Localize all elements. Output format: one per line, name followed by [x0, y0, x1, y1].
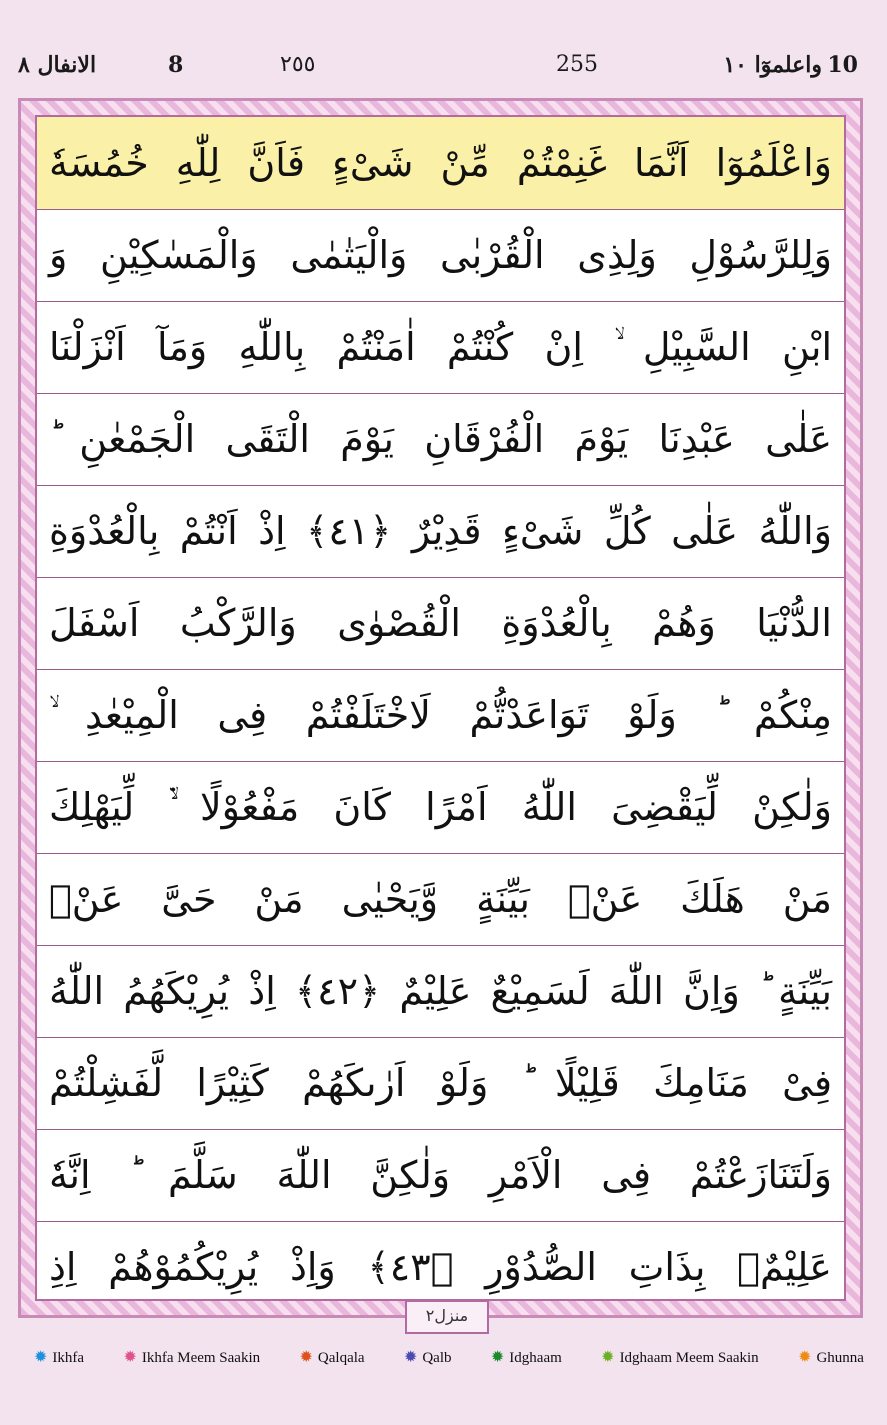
- legend-label: Qalb: [422, 1349, 452, 1366]
- legend-item-qalqala: [300, 1350, 365, 1367]
- star-icon: ✹: [601, 1349, 615, 1366]
- verse-line: وَاللّٰهُ عَلٰی كُلِّ شَیْءٍ قَدِیْرٌ ﴿٤١﴾ اِذْ اَنْتُمْ بِالْعُدْوَةِ: [37, 485, 844, 578]
- star-icon: ✹: [34, 1349, 48, 1366]
- juz-number: 10: [827, 52, 858, 78]
- legend-item-ikhfa-meem-saakin: [123, 1350, 260, 1367]
- legend-label: Qalqala: [317, 1349, 365, 1366]
- legend-item-ghunna: [798, 1350, 864, 1367]
- verse-line: بَیِّنَةٍ ؕ وَاِنَّ اللّٰهَ لَسَمِیْعٌ عَلِیْمٌ ﴿٤٢﴾ اِذْ یُرِیْكَهُمُ اللّٰهُ: [37, 945, 844, 1038]
- page-number-latin: 255: [556, 52, 598, 77]
- verse-line: ابْنِ السَّبِیْلِ ۙ اِنْ كُنْتُمْ اٰمَنْتُمْ بِاللّٰهِ وَمَآ اَنْزَلْنَا: [37, 301, 844, 394]
- surah-number: 8: [168, 52, 184, 78]
- page-header: [18, 52, 858, 88]
- star-icon: ✹: [490, 1349, 505, 1366]
- surah-label: الانفال ٨: [18, 52, 97, 78]
- legend-item-qalb: [404, 1350, 452, 1367]
- star-icon: ✹: [123, 1349, 137, 1366]
- text-area: [35, 115, 846, 1301]
- page-number-arabic: ٢٥٥: [280, 52, 316, 77]
- star-icon: ✹: [299, 1349, 313, 1366]
- verse-line: فِیْ مَنَامِكَ قَلِیْلًا ؕ وَلَوْ اَرٰىكَهُمْ كَثِیْرًا لَّفَشِلْتُمْ: [37, 1037, 844, 1130]
- legend-item-idghaam: [491, 1350, 562, 1367]
- legend-label: Ikhfa: [52, 1349, 85, 1366]
- verse-line: عَلٰی عَبْدِنَا یَوْمَ الْفُرْقَانِ یَوْمَ الْتَقَی الْجَمْعٰنِ ؕ: [37, 393, 844, 486]
- verse-line: وَلٰكِنْ لِّیَقْضِیَ اللّٰهُ اَمْرًا كَانَ مَفْعُوْلًا ۙ۬ لِّیَهْلِكَ: [37, 761, 844, 854]
- legend-item-idghaam-meem-saakin: [601, 1350, 759, 1367]
- verse-line: الدُّنْیَا وَهُمْ بِالْعُدْوَةِ الْقُصْوٰی وَالرَّكْبُ اَسْفَلَ: [37, 577, 844, 670]
- legend-label: Idghaam: [509, 1349, 562, 1366]
- verse-line: مَنْ هَلَكَ عَنْۢ بَیِّنَةٍ وَّیَحْیٰی مَنْ حَیَّ عَنْۢ: [37, 853, 844, 946]
- star-icon: ✹: [403, 1349, 418, 1366]
- verse-line: وَاعْلَمُوٓا اَنَّمَا غَنِمْتُمْ مِّنْ شَیْءٍ فَاَنَّ لِلّٰهِ خُمُسَهٗ: [37, 117, 844, 210]
- verse-line: عَلِیْمٌۢ بِذَاتِ الصُّدُوْرِ ﴿٤٣﴾ وَاِذْ یُرِیْكُمُوْهُمْ اِذِ: [49, 1245, 832, 1289]
- manzil-label: منزل٢: [405, 1300, 489, 1334]
- juz-label: واعلموٓا ١٠: [723, 52, 822, 78]
- page-frame: [18, 98, 863, 1318]
- legend-label: Idghaam Meem Saakin: [619, 1349, 759, 1366]
- legend-label: Ghunna: [816, 1349, 864, 1366]
- verse-line: وَلَتَنَازَعْتُمْ فِی الْاَمْرِ وَلٰكِنَّ اللّٰهَ سَلَّمَ ؕ اِنَّهٗ: [37, 1129, 844, 1222]
- star-icon: ✹: [798, 1349, 812, 1366]
- tajweed-legend: [34, 1345, 864, 1371]
- verse-line: مِنْكُمْ ؕ وَلَوْ تَوَاعَدْتُّمْ لَاخْتَلَفْتُمْ فِی الْمِیْعٰدِ ۙ: [37, 669, 844, 762]
- legend-item-ikhfa: [34, 1350, 84, 1367]
- legend-label: Ikhfa Meem Saakin: [141, 1349, 261, 1366]
- verse-line: وَلِلرَّسُوْلِ وَلِذِی الْقُرْبٰی وَالْیَتٰمٰی وَالْمَسٰكِیْنِ وَ: [37, 209, 844, 302]
